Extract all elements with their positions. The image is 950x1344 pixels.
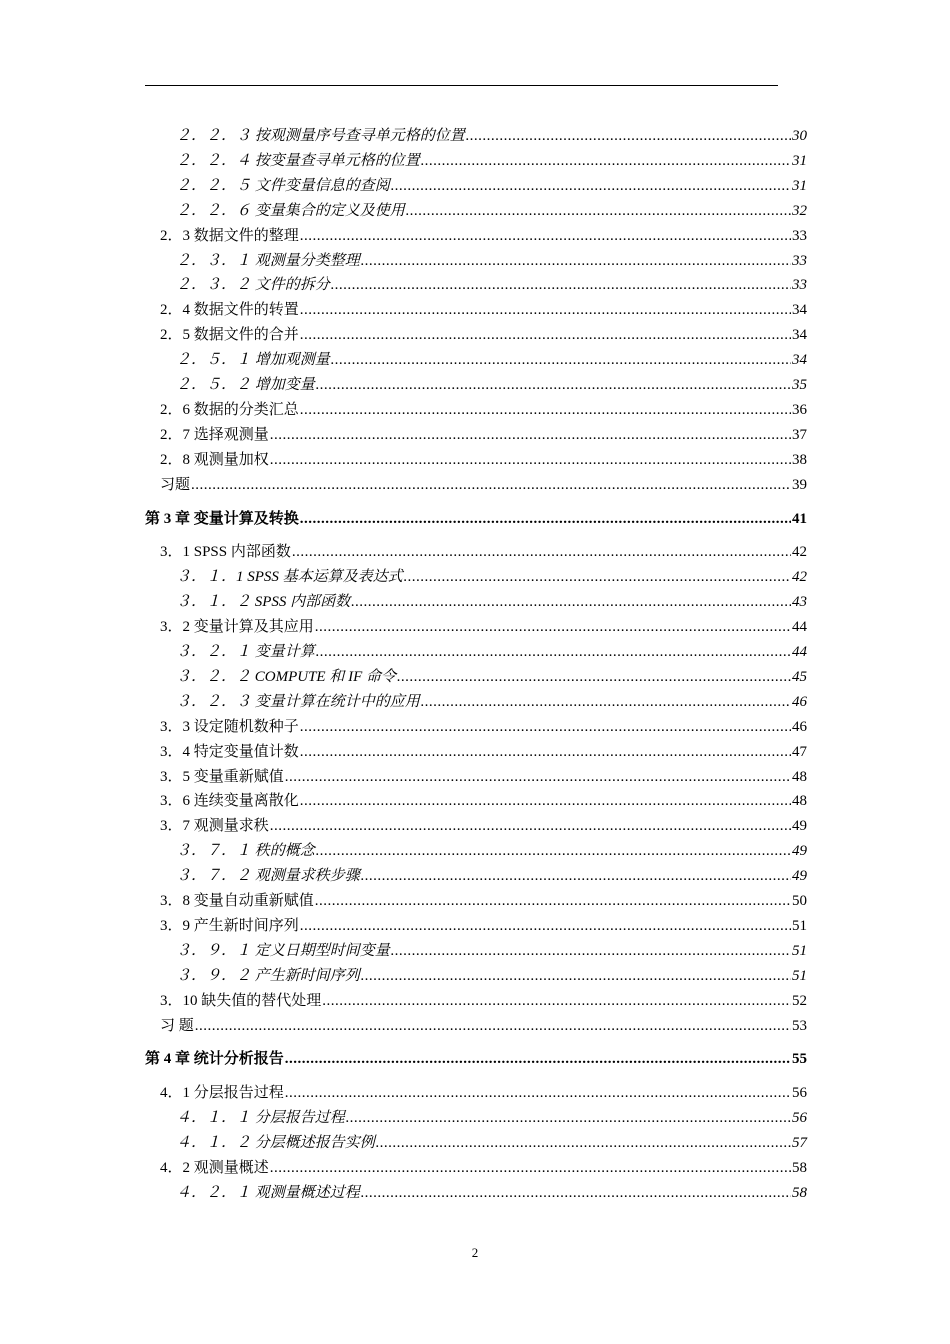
toc-entry-title: 3．9 产生新时间序列 <box>160 917 299 934</box>
toc-entry[interactable] <box>176 1131 807 1155</box>
toc-entry-title: 2．4 数据文件的转置 <box>160 302 299 319</box>
toc-entry-title: ３．７．１ 秩的概念 <box>176 843 315 860</box>
toc-entry-page: 33 <box>792 277 807 294</box>
toc-entry-title: ３．１．２ SPSS 内部函数 <box>176 594 351 611</box>
toc-entry-title: ４．１．２ 分层概述报告实例 <box>176 1135 375 1152</box>
toc-entry-page: 41 <box>792 510 807 527</box>
toc-dot-leader <box>270 423 791 447</box>
toc-entry-page: 31 <box>792 177 807 194</box>
page-number: 2 <box>471 1245 479 1260</box>
toc-entry-title: ４．１．１ 分层报告过程 <box>176 1110 345 1127</box>
toc-entry-title: 3．4 特定变量值计数 <box>160 743 299 760</box>
toc-entry[interactable] <box>160 298 807 322</box>
toc-entry-title: ２．２．５ 文件变量信息的查阅 <box>176 177 390 194</box>
toc-entry-title: ３．２．３ 变量计算在统计中的应用 <box>176 693 420 710</box>
toc-entry-page: 34 <box>792 352 807 369</box>
toc-entry-title: ２．３．２ 文件的拆分 <box>176 277 330 294</box>
toc-entry-page: 47 <box>792 743 807 760</box>
toc-entry[interactable] <box>160 323 807 347</box>
toc-entry-title: ３．２．２ COMPUTE 和 IF 命令 <box>176 668 396 685</box>
toc-entry-title: 2．5 数据文件的合并 <box>160 327 299 344</box>
toc-entry-page: 38 <box>792 451 807 468</box>
toc-entry[interactable] <box>160 540 807 564</box>
toc-dot-leader <box>300 323 791 347</box>
toc-dot-leader <box>322 989 791 1013</box>
toc-entry-page: 31 <box>792 152 807 169</box>
toc-entry-page: 44 <box>792 619 807 636</box>
toc-dot-leader <box>361 1181 791 1205</box>
toc-dot-leader <box>316 839 791 863</box>
toc-dot-leader <box>466 124 791 148</box>
toc-dot-leader <box>361 249 791 273</box>
toc-entry-page: 49 <box>792 868 807 885</box>
toc-entry-page: 51 <box>792 942 807 959</box>
toc-entry-title: 3．1 SPSS 内部函数 <box>160 544 291 561</box>
toc-entry[interactable] <box>160 715 807 739</box>
toc-entry-page: 58 <box>792 1184 807 1201</box>
toc-entry-page: 51 <box>792 967 807 984</box>
toc-dot-leader <box>404 565 791 589</box>
toc-dot-leader <box>195 1014 791 1038</box>
toc-entry-title: ３．７．２ 观测量求秩步骤 <box>176 868 360 885</box>
toc-entry[interactable] <box>176 640 807 664</box>
toc-entry[interactable] <box>160 224 807 248</box>
toc-entry-title: 习 题 <box>160 1017 194 1034</box>
toc-dot-leader <box>270 814 791 838</box>
toc-entry[interactable] <box>160 398 807 422</box>
toc-entry-page: 53 <box>792 1017 807 1034</box>
toc-dot-leader <box>285 765 791 789</box>
toc-entry[interactable] <box>176 199 807 223</box>
toc-entry[interactable] <box>176 174 807 198</box>
toc-entry[interactable] <box>160 423 807 447</box>
toc-entry-title: 2．7 选择观测量 <box>160 426 269 443</box>
toc-entry-title: 3．2 变量计算及其应用 <box>160 619 314 636</box>
toc-dot-leader <box>300 914 791 938</box>
toc-entry-page: 30 <box>792 128 807 144</box>
toc-entry-page: 48 <box>792 793 807 810</box>
toc-entry-page: 46 <box>792 693 807 710</box>
toc-entry-title: 3．7 观测量求秩 <box>160 818 269 835</box>
toc-entry-page: 52 <box>792 992 807 1009</box>
toc-entry-page: 37 <box>792 426 807 443</box>
toc-entry[interactable] <box>160 1156 807 1180</box>
toc-entry-page: 50 <box>792 893 807 909</box>
toc-dot-leader <box>331 348 791 372</box>
toc-entry[interactable] <box>176 864 807 888</box>
toc-entry-title: ３．１．1 SPSS 基本运算及表达式 <box>176 569 403 586</box>
toc-entry[interactable] <box>160 789 807 813</box>
toc-entry[interactable] <box>160 765 807 789</box>
toc-entry[interactable] <box>160 1081 807 1105</box>
toc-entry-title: 2．8 观测量加权 <box>160 451 269 468</box>
toc-dot-leader <box>316 640 791 664</box>
toc-dot-leader <box>315 615 791 639</box>
toc-entry-page: 58 <box>792 1160 807 1176</box>
toc-entry-page: 57 <box>792 1135 807 1152</box>
toc-entry-title: 2．3 数据文件的整理 <box>160 227 299 244</box>
toc-dot-leader <box>270 1156 791 1180</box>
toc-entry-page: 46 <box>792 718 807 735</box>
toc-entry-title: 2．6 数据的分类汇总 <box>160 401 299 418</box>
toc-entry[interactable] <box>176 273 807 297</box>
toc-dot-leader <box>397 665 791 689</box>
toc-entry-title: ２．５．１ 增加观测量 <box>176 352 330 369</box>
toc-entry[interactable] <box>176 690 807 714</box>
toc-entry-page: 33 <box>792 252 807 269</box>
toc-entry-page: 33 <box>792 227 807 244</box>
toc-entry-title: 3．8 变量自动重新赋值 <box>160 893 314 909</box>
toc-entry[interactable] <box>160 1014 807 1038</box>
toc-entry-title: 3．10 缺失值的替代处理 <box>160 992 322 1009</box>
toc-entry[interactable] <box>160 989 807 1013</box>
toc-entry-title: 3．3 设定随机数种子 <box>160 718 299 735</box>
toc-entry-page: 49 <box>792 818 807 835</box>
toc-dot-leader <box>315 889 791 913</box>
toc-entry[interactable] <box>176 839 807 863</box>
toc-dot-leader <box>351 590 791 614</box>
toc-entry[interactable] <box>176 939 807 963</box>
toc-entry-title: ２．２．６ 变量集合的定义及使用 <box>176 202 405 219</box>
toc-entry[interactable] <box>160 889 807 913</box>
toc-entry-page: 42 <box>792 569 807 586</box>
toc-entry-page: 51 <box>792 917 807 934</box>
toc-dot-leader <box>391 939 791 963</box>
toc-entry[interactable] <box>160 448 807 472</box>
toc-dot-leader <box>285 1047 791 1071</box>
toc-dot-leader <box>292 540 791 564</box>
toc-entry[interactable] <box>176 964 807 988</box>
toc-dot-leader <box>300 715 791 739</box>
toc-entry-page: 42 <box>792 544 807 561</box>
toc-entry-page: 56 <box>792 1085 807 1102</box>
toc-entry[interactable] <box>160 740 807 764</box>
toc-entry[interactable] <box>176 249 807 273</box>
toc-entry-title: 3．6 连续变量离散化 <box>160 793 299 810</box>
toc-dot-leader <box>406 199 791 223</box>
toc-entry-title: ３．９．１ 定义日期型时间变量 <box>176 942 390 959</box>
toc-entry-title: ３．９．２ 产生新时间序列 <box>176 967 360 984</box>
toc-entry-title: ２．２．３ 按观测量序号查寻单元格的位置 <box>176 128 465 144</box>
toc-entry-page: 34 <box>792 302 807 319</box>
toc-dot-leader <box>300 398 791 422</box>
toc-dot-leader <box>391 174 791 198</box>
toc-entry[interactable] <box>160 814 807 838</box>
toc-entry-page: 39 <box>792 476 807 493</box>
toc-dot-leader <box>376 1131 791 1155</box>
toc-entry-title: ２．５．２ 增加变量 <box>176 377 315 393</box>
toc-entry-page: 43 <box>792 594 807 611</box>
toc-entry-title: 第 3 章 变量计算及转换 <box>145 510 299 527</box>
toc-entry-title: ２．３．１ 观测量分类整理 <box>176 252 360 269</box>
toc-dot-leader <box>300 507 791 531</box>
toc-entry[interactable] <box>176 149 807 173</box>
toc-dot-leader <box>361 864 791 888</box>
header-dot: . <box>472 79 474 88</box>
toc-entry[interactable] <box>160 615 807 639</box>
toc-chapter-entry[interactable] <box>145 1047 807 1071</box>
toc-dot-leader <box>285 1081 791 1105</box>
toc-dot-leader <box>331 273 791 297</box>
toc-dot-leader <box>316 373 791 397</box>
toc-entry-title: 3．5 变量重新赋值 <box>160 768 284 785</box>
toc-entry-page: 34 <box>792 327 807 344</box>
toc-entry-title: 4．2 观测量概述 <box>160 1160 269 1176</box>
toc-entry[interactable] <box>176 565 807 589</box>
toc-entry[interactable] <box>176 1181 807 1205</box>
toc-entry-title: ３．２．１ 变量计算 <box>176 644 315 660</box>
toc-entry-title: 习题 <box>160 476 191 493</box>
toc-dot-leader <box>361 964 791 988</box>
toc-entry[interactable] <box>176 1106 807 1130</box>
toc-entry-page: 48 <box>792 768 807 785</box>
toc-entry-title: ４．２．１ 观测量概述过程 <box>176 1184 360 1201</box>
toc-entry[interactable] <box>176 348 807 372</box>
toc-entry[interactable] <box>176 124 807 148</box>
toc-dot-leader <box>300 789 791 813</box>
toc-entry-title: 4．1 分层报告过程 <box>160 1085 284 1102</box>
toc-entry[interactable] <box>176 665 807 689</box>
toc-entry-page: 36 <box>792 401 807 418</box>
toc-entry[interactable] <box>160 914 807 938</box>
toc-dot-leader <box>421 149 791 173</box>
toc-entry-page: 32 <box>792 202 807 219</box>
toc-entry-page: 44 <box>792 644 807 660</box>
header-rule <box>145 85 778 86</box>
toc-dot-leader <box>300 740 791 764</box>
toc-entry-page: 55 <box>792 1051 807 1068</box>
toc-entry-page: 56 <box>792 1110 807 1127</box>
toc-dot-leader <box>300 298 791 322</box>
toc-entry[interactable] <box>160 473 807 497</box>
toc-entry-title: 第 4 章 统计分析报告 <box>145 1051 284 1068</box>
toc-dot-leader <box>421 690 791 714</box>
toc-entry-page: 35 <box>792 377 807 393</box>
toc-dot-leader <box>346 1106 791 1130</box>
toc-dot-leader <box>300 224 791 248</box>
toc-chapter-entry[interactable] <box>145 507 807 531</box>
toc-entry-title: ２．２．４ 按变量查寻单元格的位置 <box>176 152 420 169</box>
toc-entry[interactable] <box>176 373 807 397</box>
toc-entry[interactable] <box>176 590 807 614</box>
toc-entry-page: 45 <box>792 668 807 685</box>
toc-dot-leader <box>191 473 791 497</box>
toc-entry-page: 49 <box>792 843 807 860</box>
toc-dot-leader <box>270 448 791 472</box>
